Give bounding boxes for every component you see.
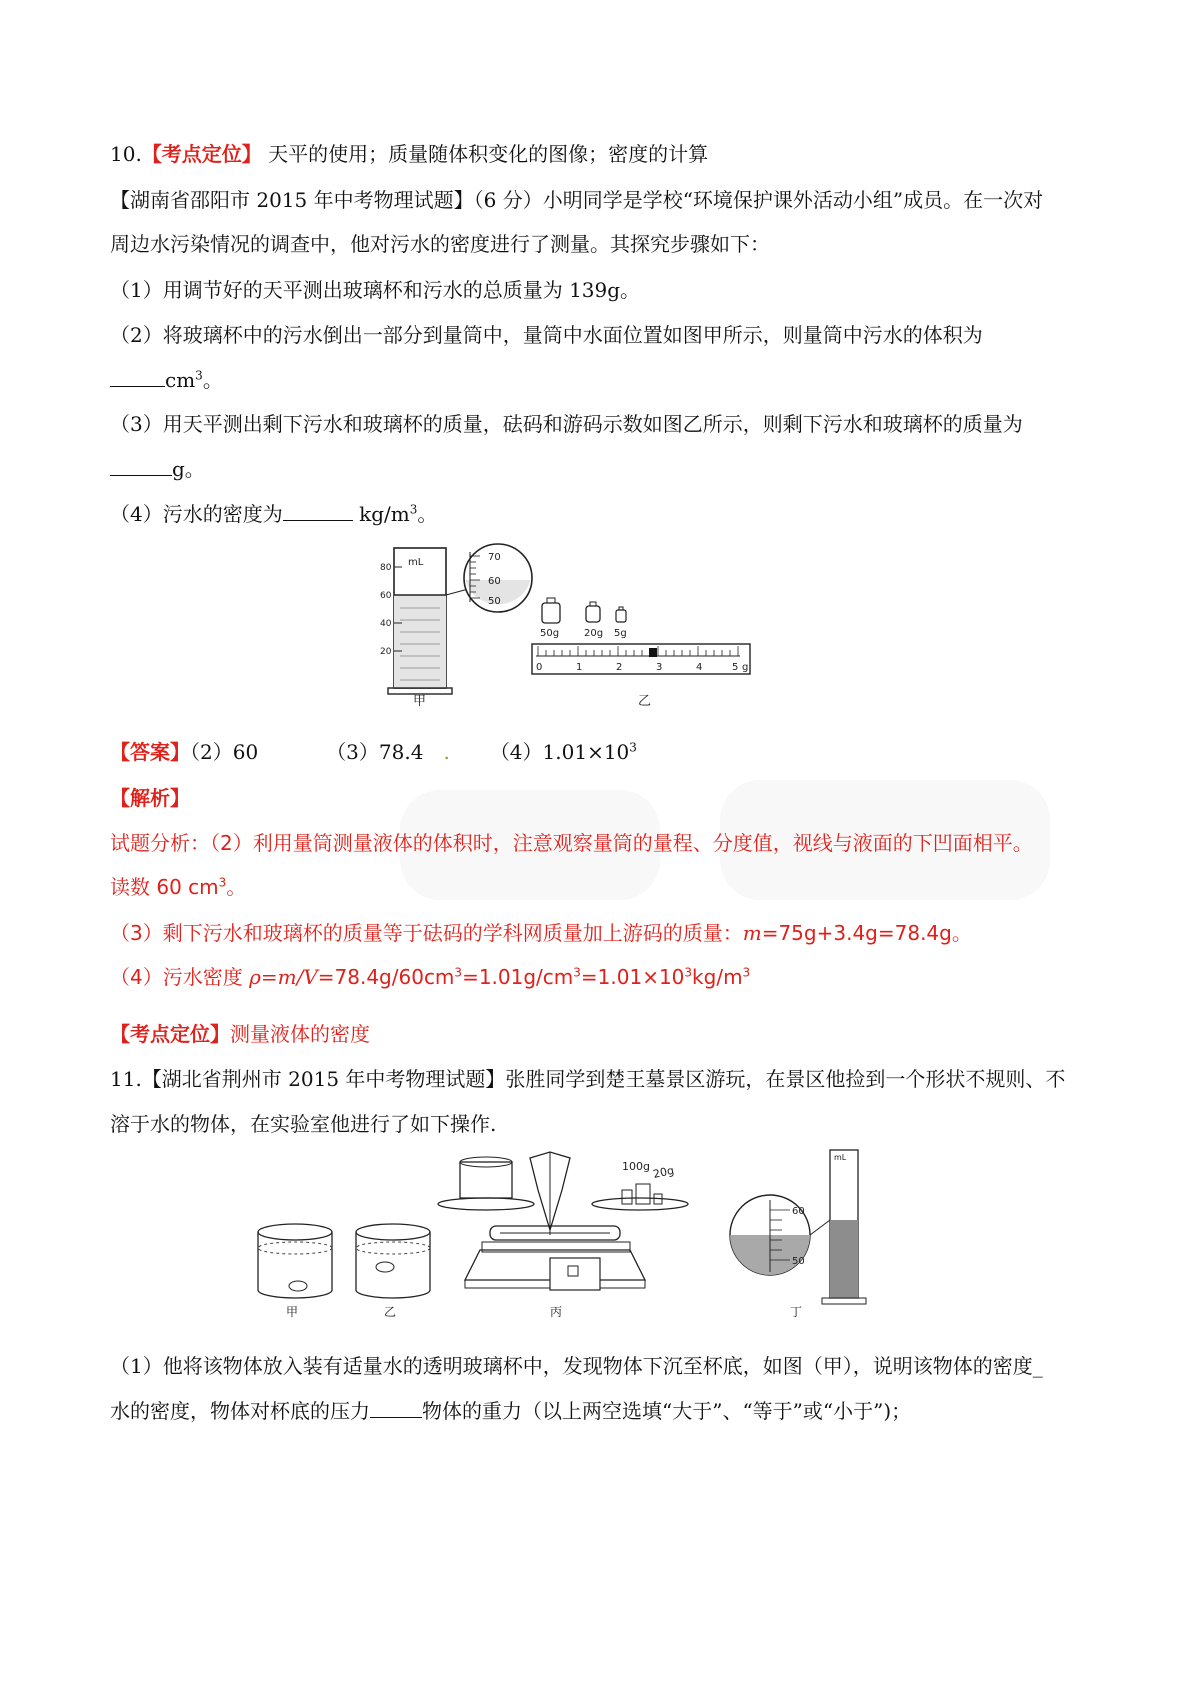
figure-2 xyxy=(250,1140,890,1320)
answer-3: （3）78.4 xyxy=(326,740,424,764)
q10-step4: （4）污水的密度为 $kg/m^3$。 xyxy=(110,502,438,526)
figure-caption-yi: 乙 xyxy=(638,694,652,709)
glass-cup-yi-icon xyxy=(356,1224,430,1298)
figure-caption-ding: 丁 xyxy=(790,1305,803,1319)
cylinder-tick-label: 60 xyxy=(380,591,392,601)
rider-marker xyxy=(649,648,657,657)
q11-part1-line2: 水的密度，物体对杯底的压力 物体的重力（以上两空选填“大于”、“等于”或“小于”)； xyxy=(110,1399,912,1423)
answer-blank[interactable] xyxy=(283,500,353,521)
zoom-tick-label: 50 xyxy=(488,596,501,607)
figure-caption-yi: 乙 xyxy=(384,1305,397,1319)
q10-title xyxy=(110,140,708,168)
q10-kaodian-text: 天平的使用；质量随体积变化的图像；密度的计算 xyxy=(261,142,709,166)
figure-caption-jia: 甲 xyxy=(286,1305,299,1319)
answer-blank[interactable] xyxy=(110,366,165,387)
q10-intro-line2: 周边水污染情况的调查中，他对污水的密度进行了测量。其探究步骤如下： xyxy=(110,232,770,256)
q10-step1: （1）用调节好的天平测出玻璃杯和污水的总质量为 139g。 xyxy=(110,278,641,302)
cylinder-unit-label: mL xyxy=(408,557,424,568)
rider-unit-label: g xyxy=(742,662,749,673)
q10-step3-line2: g。 xyxy=(110,455,205,483)
rider-tick-label: 3 xyxy=(656,662,663,673)
cylinder-tick-label: 40 xyxy=(380,619,392,629)
weight-label: 5g xyxy=(614,628,627,639)
rider-tick-label: 4 xyxy=(696,662,703,673)
analysis-label: 【解析】 xyxy=(110,786,190,810)
q10-kaodian-tag: 【考点定位】 xyxy=(141,142,262,166)
weight-label: 20g xyxy=(584,628,604,639)
analysis-line4: （4）污水密度 $\rho=m/V=78.4g/60cm^3=1.01g/cm^3=1.01\times 10^3kg/m^3$ xyxy=(110,965,751,989)
analysis-line2: 读数 60 $cm^3$。 xyxy=(110,875,247,899)
rider-tick-label: 5 xyxy=(732,662,739,673)
figure-1-svg xyxy=(380,540,800,715)
balance-scale-icon xyxy=(438,1152,688,1290)
analysis-line1: 试题分析：（2）利用量筒测量液体的体积时，注意观察量筒的量程、分度值，视线与液面的下凹面相平。 xyxy=(110,831,1033,855)
q11-line1: 11.【湖北省荆州市 2015 年中考物理试题】张胜同学到楚王墓景区游玩，在景区他捡到一个形状不规则、不 xyxy=(110,1067,1066,1091)
zoom-tick-label: 70 xyxy=(488,552,501,563)
rider-tick-label: 2 xyxy=(616,662,623,673)
rider-scale xyxy=(532,644,750,674)
cylinder-unit-label: mL xyxy=(834,1153,847,1162)
q10-step2-line2: $cm^3$。 xyxy=(110,366,223,394)
glass-cup-jia-icon xyxy=(258,1224,332,1298)
answer-blank[interactable] xyxy=(370,1397,422,1418)
zoom-lens-icon xyxy=(730,1195,830,1275)
weight-label: 50g xyxy=(540,628,560,639)
weight-100g-label: 100g xyxy=(622,1160,650,1173)
q11-part1-line1: （1）他将该物体放入装有适量水的透明玻璃杯中，发现物体下沉至杯底，如图（甲），说明该物体的密度_ xyxy=(110,1354,1043,1378)
answer-2: （2）60 xyxy=(190,740,259,764)
answer-4: （4）1.01×10 xyxy=(489,740,630,764)
zoom-tick-label: 60 xyxy=(488,576,501,587)
q10-step2-line1: （2）将玻璃杯中的污水倒出一部分到量筒中，量筒中水面位置如图甲所示，则量筒中污水的体积为 xyxy=(110,323,983,347)
analysis-line3: （3）剩下污水和玻璃杯的质量等于砝码的学科网质量加上游码的质量：m=75g+3.4g=78.4g。 xyxy=(110,921,972,945)
answer-label: 【答案】 xyxy=(110,740,190,764)
figure-cylinder-and-rider xyxy=(380,540,800,715)
figure-caption-jia: 甲 xyxy=(413,694,427,709)
q10-intro-line1: 【湖南省邵阳市 2015 年中考物理试题】（6 分）小明同学是学校“环境保护课外活动小组”成员。在一次对 xyxy=(110,188,1044,212)
kaodian-line: 【考点定位】测量液体的密度 xyxy=(110,1022,370,1046)
weight-20g-icon xyxy=(586,602,600,622)
q11-line2: 溶于水的物体，在实验室他进行了如下操作. xyxy=(110,1112,497,1136)
weight-20g-label: 20g xyxy=(651,1163,676,1181)
weight-5g-icon xyxy=(616,607,626,622)
graduated-cylinder-icon xyxy=(388,548,452,694)
zoom-tick-label: 60 xyxy=(792,1206,805,1217)
q10-number: 10. xyxy=(110,142,142,166)
zoom-tick-label: 50 xyxy=(792,1256,805,1267)
rider-tick-label: 0 xyxy=(536,662,543,673)
figure-2-svg xyxy=(250,1140,890,1320)
figure-caption-bing: 丙 xyxy=(550,1305,563,1319)
cylinder-tick-label: 80 xyxy=(380,563,392,573)
graduated-cylinder-icon xyxy=(822,1150,866,1304)
q10-step3-line1: （3）用天平测出剩下污水和玻璃杯的质量，砝码和游码示数如图乙所示，则剩下污水和玻璃杯的质量为 xyxy=(110,412,1023,436)
cylinder-tick-label: 20 xyxy=(380,647,392,657)
rider-tick-label: 1 xyxy=(576,662,583,673)
answer-blank[interactable] xyxy=(110,455,172,476)
answer-line: 【答案】（2）60 （3）78.4 . $(4)1.01\times 10^3$ xyxy=(110,740,637,764)
weight-50g-icon xyxy=(542,598,560,623)
